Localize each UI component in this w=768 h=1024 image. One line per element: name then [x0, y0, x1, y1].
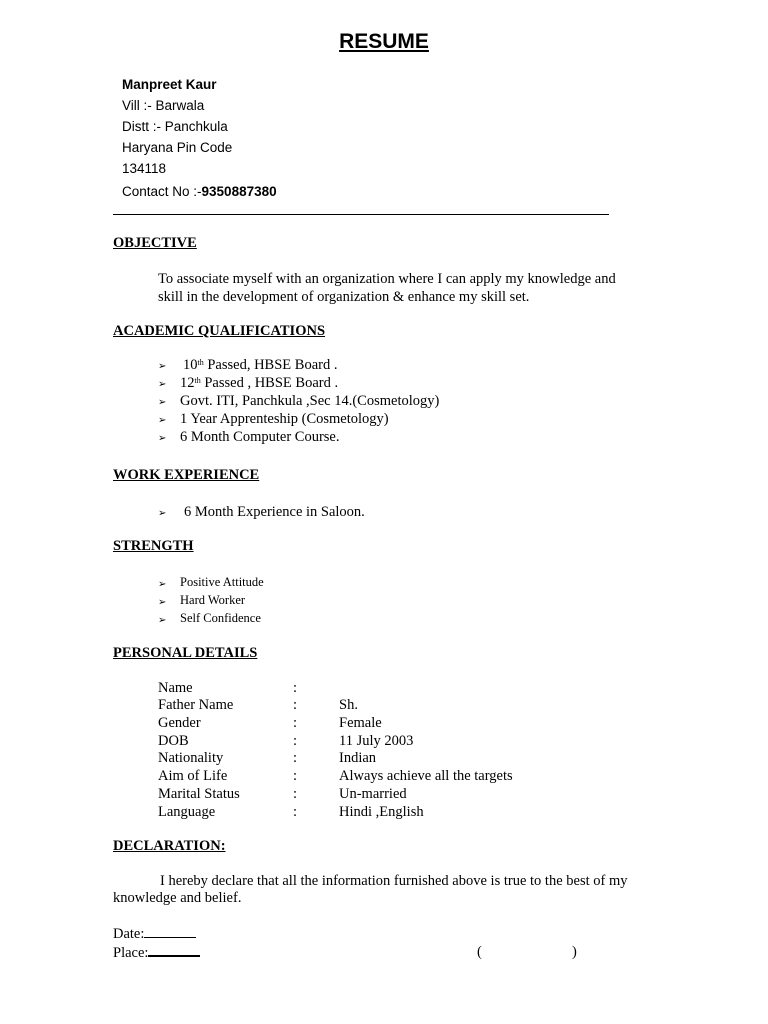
date-blank-line: [144, 925, 196, 938]
work-item-1-text: 6 Month Experience in Saloon.: [184, 504, 365, 520]
academic-item-5: [158, 429, 558, 447]
academic-item-4: [158, 411, 558, 429]
academic-item-1: [158, 357, 558, 375]
personal-label-marital-status: Marital Status: [158, 786, 240, 802]
personal-label-name: Name: [158, 680, 193, 696]
signature-paren-close: ): [572, 944, 577, 960]
contact-number: 9350887380: [201, 184, 277, 199]
personal-value-aim-of-life: Always achieve all the targets: [339, 768, 513, 784]
personal-colon-name: :: [293, 680, 298, 696]
place-label: Place:: [113, 945, 149, 961]
personal-label-dob: DOB: [158, 733, 189, 749]
personal-heading: PERSONAL DETAILS: [113, 645, 258, 661]
place-field: [113, 943, 200, 962]
personal-value-father-name: Sh.: [339, 697, 358, 713]
personal-colon-marital-status: :: [293, 786, 298, 802]
academic-item-2-suffix: th: [194, 376, 201, 385]
personal-colon-father-name: :: [293, 697, 298, 713]
personal-colon-nationality: :: [293, 750, 298, 766]
place-blank-line: [148, 943, 200, 957]
arrowhead-bullet-icon: ➢: [158, 379, 167, 390]
personal-colon-aim-of-life: :: [293, 768, 298, 784]
objective-heading: OBJECTIVE: [113, 235, 197, 251]
address-state: Haryana Pin Code: [122, 140, 233, 155]
strength-item-2: [158, 593, 458, 610]
personal-value-nationality: Indian: [339, 750, 377, 766]
arrowhead-bullet-icon: ➢: [158, 579, 167, 590]
address-pin: 134118: [122, 161, 167, 176]
personal-value-dob: 11 July 2003: [339, 733, 414, 749]
address-district: Distt :- Panchkula: [122, 119, 228, 134]
academic-item-3-text: Govt. ITI, Panchkula ,Sec 14.(Cosmetology): [180, 393, 440, 409]
header-divider: [113, 214, 609, 215]
strength-item-3: [158, 611, 458, 628]
page-title: RESUME: [339, 30, 429, 53]
arrowhead-bullet-icon: ➢: [158, 397, 167, 408]
objective-line-1: To associate myself with an organization where I can apply my knowledge and: [158, 271, 616, 287]
arrowhead-bullet-icon: ➢: [158, 597, 167, 608]
address-village: Vill :- Barwala: [122, 98, 205, 113]
date-label: Date:: [113, 926, 145, 942]
personal-value-language: Hindi ,English: [339, 804, 424, 820]
personal-value-gender: Female: [339, 715, 382, 731]
work-heading: WORK EXPERIENCE: [113, 467, 260, 483]
contact-line: [122, 184, 277, 199]
contact-label: Contact No :-: [122, 184, 202, 199]
strength-item-1-text: Positive Attitude: [180, 575, 264, 589]
academic-item-2-number: 12: [180, 375, 195, 391]
personal-value-marital-status: Un-married: [339, 786, 407, 802]
academic-item-5-text: 6 Month Computer Course.: [180, 429, 340, 445]
academic-item-3: [158, 393, 558, 411]
personal-colon-language: :: [293, 804, 298, 820]
work-item-1: [158, 504, 558, 522]
academic-item-2-text: Passed , HBSE Board .: [200, 375, 339, 391]
academic-item-1-number: 10: [183, 357, 198, 373]
date-field: [113, 925, 196, 943]
academic-item-4-text: 1 Year Apprenteship (Cosmetology): [180, 411, 389, 427]
academic-heading: ACADEMIC QUALIFICATIONS: [113, 323, 326, 339]
applicant-name: Manpreet Kaur: [122, 77, 217, 92]
strength-item-2-text: Hard Worker: [180, 593, 246, 607]
strength-item-1: [158, 575, 458, 592]
personal-label-aim-of-life: Aim of Life: [158, 768, 228, 784]
arrowhead-bullet-icon: ➢: [158, 615, 167, 626]
objective-line-2: skill in the development of organization & enhance my skill set.: [158, 289, 530, 305]
declaration-line-1: I hereby declare that all the information furnished above is true to the best of my: [160, 873, 628, 889]
strength-heading: STRENGTH: [113, 538, 194, 554]
personal-label-gender: Gender: [158, 715, 201, 731]
signature-paren-open: (: [477, 944, 482, 960]
arrowhead-bullet-icon: ➢: [158, 508, 167, 519]
personal-label-nationality: Nationality: [158, 750, 224, 766]
personal-label-language: Language: [158, 804, 216, 820]
arrowhead-bullet-icon: ➢: [158, 361, 167, 372]
declaration-heading: DECLARATION:: [113, 838, 226, 854]
strength-item-3-text: Self Confidence: [180, 611, 261, 625]
academic-item-2: [158, 375, 558, 393]
academic-item-1-text: Passed, HBSE Board .: [203, 357, 338, 373]
personal-colon-dob: :: [293, 733, 298, 749]
academic-item-1-suffix: th: [197, 358, 204, 367]
declaration-line-2: knowledge and belief.: [113, 890, 242, 906]
arrowhead-bullet-icon: ➢: [158, 433, 167, 444]
personal-label-father-name: Father Name: [158, 697, 234, 713]
arrowhead-bullet-icon: ➢: [158, 415, 167, 426]
personal-colon-gender: :: [293, 715, 298, 731]
